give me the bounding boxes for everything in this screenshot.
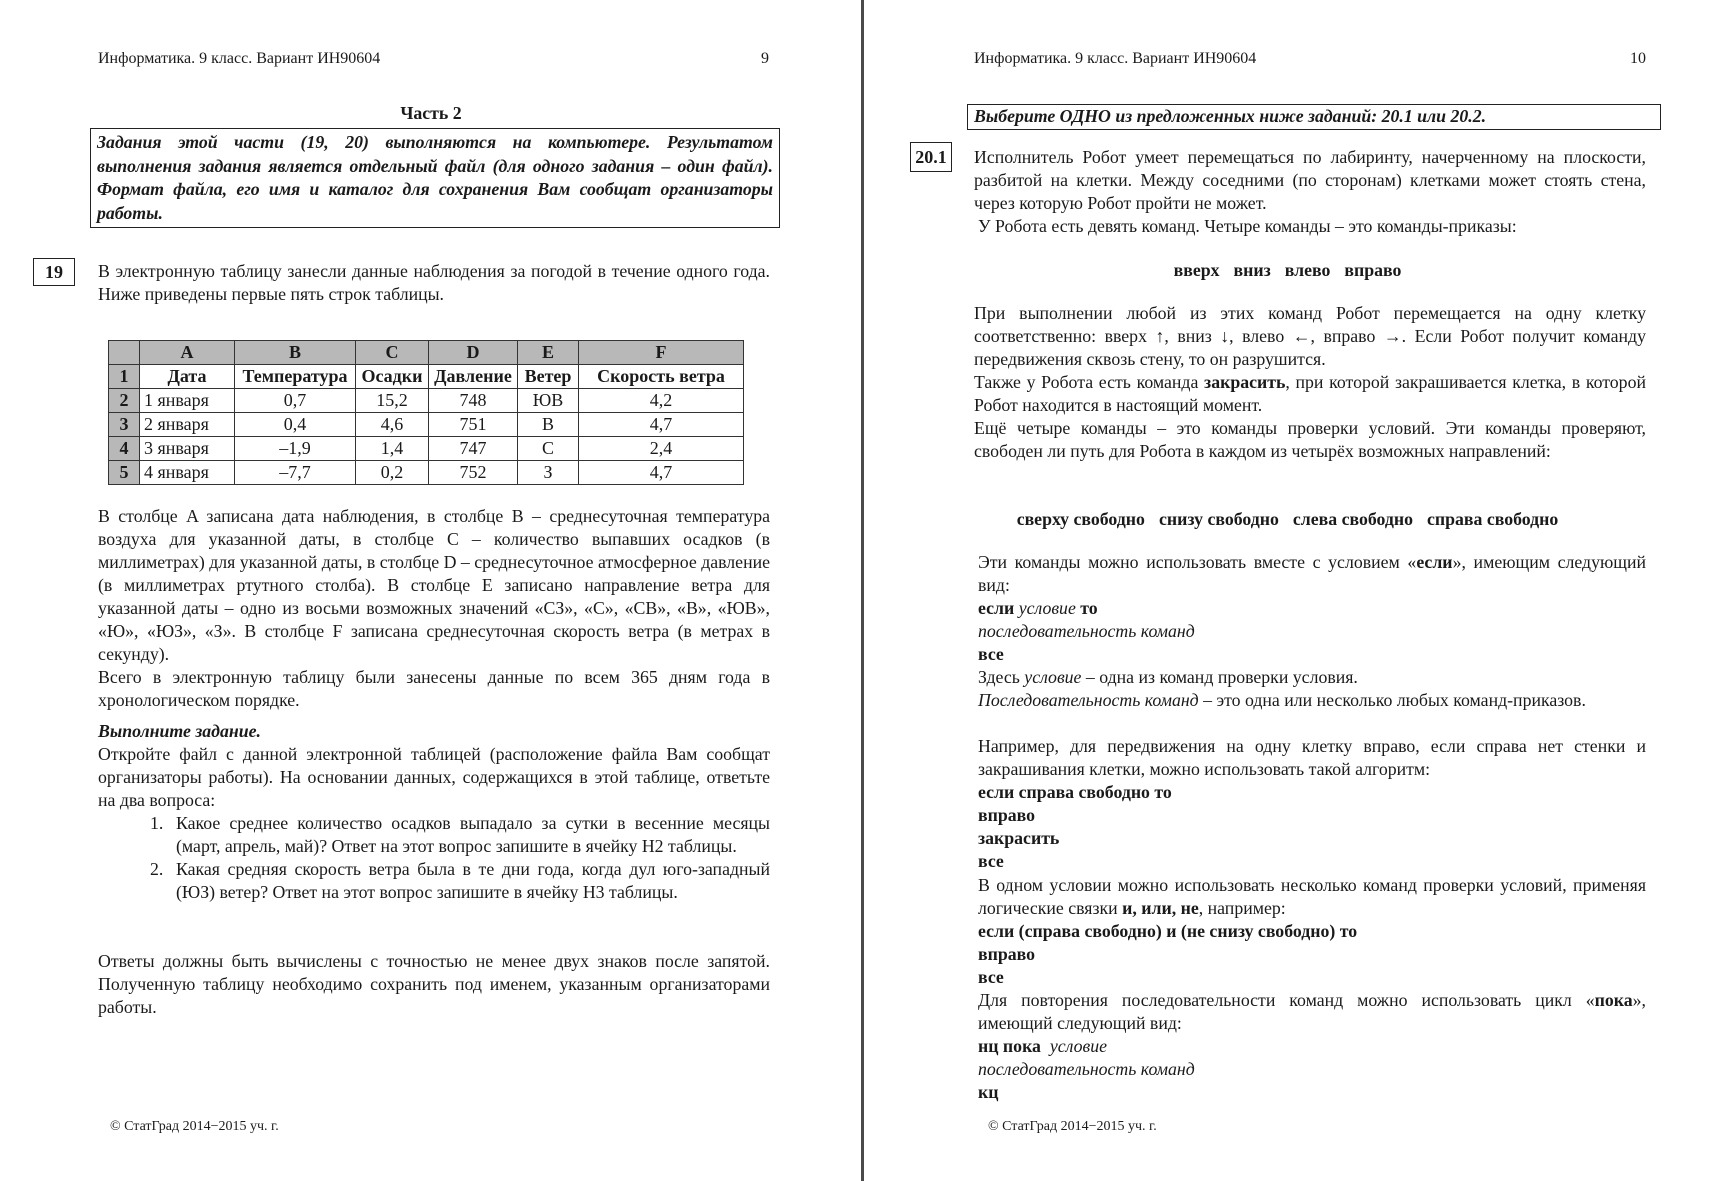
question-text: Какая средняя скорость ветра была в те дни года, когда дул юго-западный (ЮЗ) ветер? Ответ на этот вопрос запишите в ячейку H3 таблицы. bbox=[176, 859, 770, 902]
table-cell: Ветер bbox=[518, 365, 579, 389]
table-col-header: F bbox=[579, 341, 744, 365]
text-span: », имеющим следующий вид: bbox=[978, 552, 1646, 595]
table-col-header: B bbox=[235, 341, 356, 365]
table-cell: 4,2 bbox=[579, 389, 744, 413]
if-sequence: последовательность команд bbox=[978, 621, 1195, 641]
check-up: сверху свободно bbox=[1016, 509, 1145, 529]
example1-line: если справа свободно то bbox=[978, 782, 1172, 802]
table-cell: –7,7 bbox=[235, 461, 356, 485]
choose-task-banner: Выберите ОДНО из предложенных ниже заданий: 20.1 или 20.2. bbox=[967, 104, 1661, 130]
page-number: 9 bbox=[761, 50, 769, 67]
table-row bbox=[109, 389, 744, 413]
paint-explanation bbox=[974, 371, 1646, 417]
example1-line: все bbox=[978, 851, 1004, 871]
task-number-19: 19 bbox=[33, 258, 75, 286]
right-page bbox=[864, 0, 1725, 1181]
text-span: – это одна или несколько любых команд-приказов. bbox=[1198, 690, 1586, 710]
table-row-number: 4 bbox=[109, 437, 140, 461]
if-condition: условие bbox=[1018, 598, 1076, 618]
while-keyword: пока bbox=[1594, 990, 1633, 1010]
list-item bbox=[150, 858, 770, 904]
if-explanation bbox=[978, 551, 1646, 597]
column-description: В столбце A записана дата наблюдения, в столбце B – среднесуточная температура воздуха для указанной даты, в столбце C – количество выпавших осадков (в миллиметрах) для указанной даты, в столбце D – среднесуточное атмосферное давление (в миллиметрах ртутного столба). В столбце E записано направление ветра для указанной даты – одно из восьми возможных значений «СЗ», «С», «СВ», «В», «ЮВ», «Ю», «ЮЗ», «З». В столбце F записана среднесуточная скорость ветра (в метрах в секунду). bbox=[98, 506, 770, 664]
table-cell: С bbox=[518, 437, 579, 461]
task-number-20-1: 20.1 bbox=[910, 142, 952, 172]
questions-list bbox=[150, 812, 770, 904]
paint-keyword: закрасить bbox=[1204, 372, 1286, 392]
page-header: Информатика. 9 класс. Вариант ИН90604 bbox=[974, 50, 1257, 67]
command-up: вверх bbox=[1173, 260, 1220, 280]
part-title: Часть 2 bbox=[400, 103, 462, 123]
left-page bbox=[0, 0, 862, 1181]
example1-line: закрасить bbox=[978, 828, 1060, 848]
sequence-note bbox=[978, 689, 1646, 712]
if-keyword: если bbox=[1416, 552, 1453, 572]
example2-line: если (справа свободно) и (не снизу свободно) то bbox=[978, 921, 1358, 941]
move-explanation: При выполнении любой из этих команд Робот перемещается на одну клетку соответственно: вверх ↑, вниз ↓, влево ←, вправо →. Если Робот получит команду передвижения сквозь стену, то он разрушится. bbox=[974, 303, 1646, 369]
example2-line: вправо bbox=[978, 944, 1035, 964]
table-row bbox=[109, 413, 744, 437]
table-cell: Осадки bbox=[356, 365, 429, 389]
page-footer: © СтатГрад 2014−2015 уч. г. bbox=[110, 1119, 279, 1134]
table-column-header-row bbox=[109, 341, 744, 365]
check-left: слева свободно bbox=[1292, 509, 1414, 529]
table-cell: Давление bbox=[429, 365, 518, 389]
list-item bbox=[150, 812, 770, 858]
table-cell: 2 января bbox=[140, 413, 235, 437]
table-cell: Температура bbox=[235, 365, 356, 389]
text-span: В одном условии можно использовать несколько команд проверки условий, применяя логические связки bbox=[978, 875, 1646, 918]
text-span: Для повторения последовательности команд можно использовать цикл « bbox=[978, 990, 1595, 1010]
text-span: Эти команды можно использовать вместе с условием « bbox=[978, 552, 1417, 572]
table-cell: 1,4 bbox=[356, 437, 429, 461]
command-down: вниз bbox=[1233, 260, 1271, 280]
table-cell: Скорость ветра bbox=[579, 365, 744, 389]
table-cell: 0,7 bbox=[235, 389, 356, 413]
table-cell: В bbox=[518, 413, 579, 437]
example1-line: вправо bbox=[978, 805, 1035, 825]
table-cell: 747 bbox=[429, 437, 518, 461]
table-cell: ЮВ bbox=[518, 389, 579, 413]
answers-note: Ответы должны быть вычислены с точностью не менее двух знаков после запятой. Полученную таблицу необходимо сохранить под именем, указанным организаторами работы. bbox=[98, 951, 770, 1017]
table-row bbox=[109, 365, 744, 389]
open-file-text: Откройте файл с данной электронной таблицей (расположение файла Вам сообщат организаторы работы). На основании данных, содержащихся в этой таблице, ответьте на два вопроса: bbox=[98, 744, 770, 810]
do-task-heading: Выполните задание. bbox=[98, 721, 261, 741]
table-col-header: C bbox=[356, 341, 429, 365]
page-footer: © СтатГрад 2014−2015 уч. г. bbox=[988, 1119, 1157, 1134]
example2-line: все bbox=[978, 967, 1004, 987]
table-cell: 4,7 bbox=[579, 413, 744, 437]
table-cell: 3 января bbox=[140, 437, 235, 461]
table-row bbox=[109, 461, 744, 485]
text-span: Также у Робота есть команда bbox=[974, 372, 1205, 392]
total-note: Всего в электронную таблицу были занесены данные по всем 365 дням года в хронологическом порядке. bbox=[98, 667, 770, 710]
condition-note bbox=[978, 666, 1358, 689]
sequence-term: Последовательность команд bbox=[978, 690, 1199, 710]
table-col-header: E bbox=[518, 341, 579, 365]
if-keyword: если bbox=[978, 598, 1015, 618]
loop-note bbox=[978, 989, 1646, 1035]
table-cell: 1 января bbox=[140, 389, 235, 413]
table-cell: 0,2 bbox=[356, 461, 429, 485]
question-text: Какое среднее количество осадков выпадало за сутки в весенние месяцы (март, апрель, май)? Ответ на этот вопрос запишите в ячейку H2 таблицы. bbox=[176, 813, 770, 856]
table-cell: 751 bbox=[429, 413, 518, 437]
table-cell: 752 bbox=[429, 461, 518, 485]
table-cell: 0,4 bbox=[235, 413, 356, 437]
table-cell: 4,6 bbox=[356, 413, 429, 437]
table-row bbox=[109, 437, 744, 461]
weather-table bbox=[108, 340, 744, 485]
text-span: , например: bbox=[1198, 898, 1286, 918]
table-col-header: D bbox=[429, 341, 518, 365]
check-right: справа свободно bbox=[1427, 509, 1559, 529]
loop-end: кц bbox=[978, 1082, 999, 1102]
table-cell: 4 января bbox=[140, 461, 235, 485]
loop-condition: условие bbox=[1049, 1036, 1107, 1056]
if-end: все bbox=[978, 644, 1004, 664]
text-span: , при которой закрашивается клетка, в которой Робот находится в настоящий момент. bbox=[974, 372, 1646, 415]
text-span: Здесь bbox=[978, 667, 1025, 687]
check-down: снизу свободно bbox=[1158, 509, 1279, 529]
table-corner bbox=[109, 341, 140, 365]
if-syntax-line bbox=[978, 597, 1098, 620]
table-cell: 4,7 bbox=[579, 461, 744, 485]
check-commands bbox=[864, 508, 1725, 531]
condition-term: условие bbox=[1024, 667, 1082, 687]
command-right: вправо bbox=[1344, 260, 1402, 280]
question-number: 1. bbox=[150, 813, 164, 833]
table-row-number: 2 bbox=[109, 389, 140, 413]
check-explanation: Ещё четыре команды – это команды проверки условий. Эти команды проверяют, свободен ли путь для Робота в каждом из четырёх возможных направлений: bbox=[974, 418, 1646, 461]
then-keyword: то bbox=[1080, 598, 1098, 618]
table-col-header: A bbox=[140, 341, 235, 365]
table-cell: 2,4 bbox=[579, 437, 744, 461]
text-span: », имеющий следующий вид: bbox=[978, 990, 1646, 1033]
table-row-number: 3 bbox=[109, 413, 140, 437]
page-header: Информатика. 9 класс. Вариант ИН90604 bbox=[98, 50, 381, 67]
page-number: 10 bbox=[1630, 50, 1646, 67]
loop-keyword: нц пока bbox=[978, 1036, 1041, 1056]
task-intro: В электронную таблицу занесли данные наблюдения за погодой в течение одного года. Ниже приведены первые пять строк таблицы. bbox=[98, 261, 770, 304]
table-cell: –1,9 bbox=[235, 437, 356, 461]
loop-syntax-line bbox=[978, 1035, 1107, 1058]
table-cell: 15,2 bbox=[356, 389, 429, 413]
logic-note bbox=[978, 874, 1646, 920]
table-cell: 748 bbox=[429, 389, 518, 413]
table-cell: З bbox=[518, 461, 579, 485]
text-span: – одна из команд проверки условия. bbox=[1081, 667, 1358, 687]
question-number: 2. bbox=[150, 859, 164, 879]
command-left: влево bbox=[1284, 260, 1331, 280]
part-instructions: Задания этой части (19, 20) выполняются на компьютере. Результатом выполнения задания является отдельный файл (для одного задания – один файл). Формат файла, его имя и каталог для сохранения Вам сообщат организаторы работы. bbox=[90, 128, 780, 228]
loop-sequence: последовательность команд bbox=[978, 1059, 1195, 1079]
robot-commands-intro: У Робота есть девять команд. Четыре команды – это команды-приказы: bbox=[978, 216, 1517, 236]
logic-keywords: и, или, не bbox=[1122, 898, 1199, 918]
table-cell: Дата bbox=[140, 365, 235, 389]
table-row-number: 1 bbox=[109, 365, 140, 389]
robot-intro: Исполнитель Робот умеет перемещаться по лабиринту, начерченному на плоскости, разбитой на клетки. Между соседними (по сторонам) клетками может стоять стена, через которую Робот пройти не может. bbox=[974, 147, 1646, 213]
example-intro: Например, для передвижения на одну клетку вправо, если справа нет стенки и закрашивания клетки, можно использовать такой алгоритм: bbox=[978, 736, 1646, 779]
table-row-number: 5 bbox=[109, 461, 140, 485]
move-commands bbox=[864, 259, 1725, 282]
